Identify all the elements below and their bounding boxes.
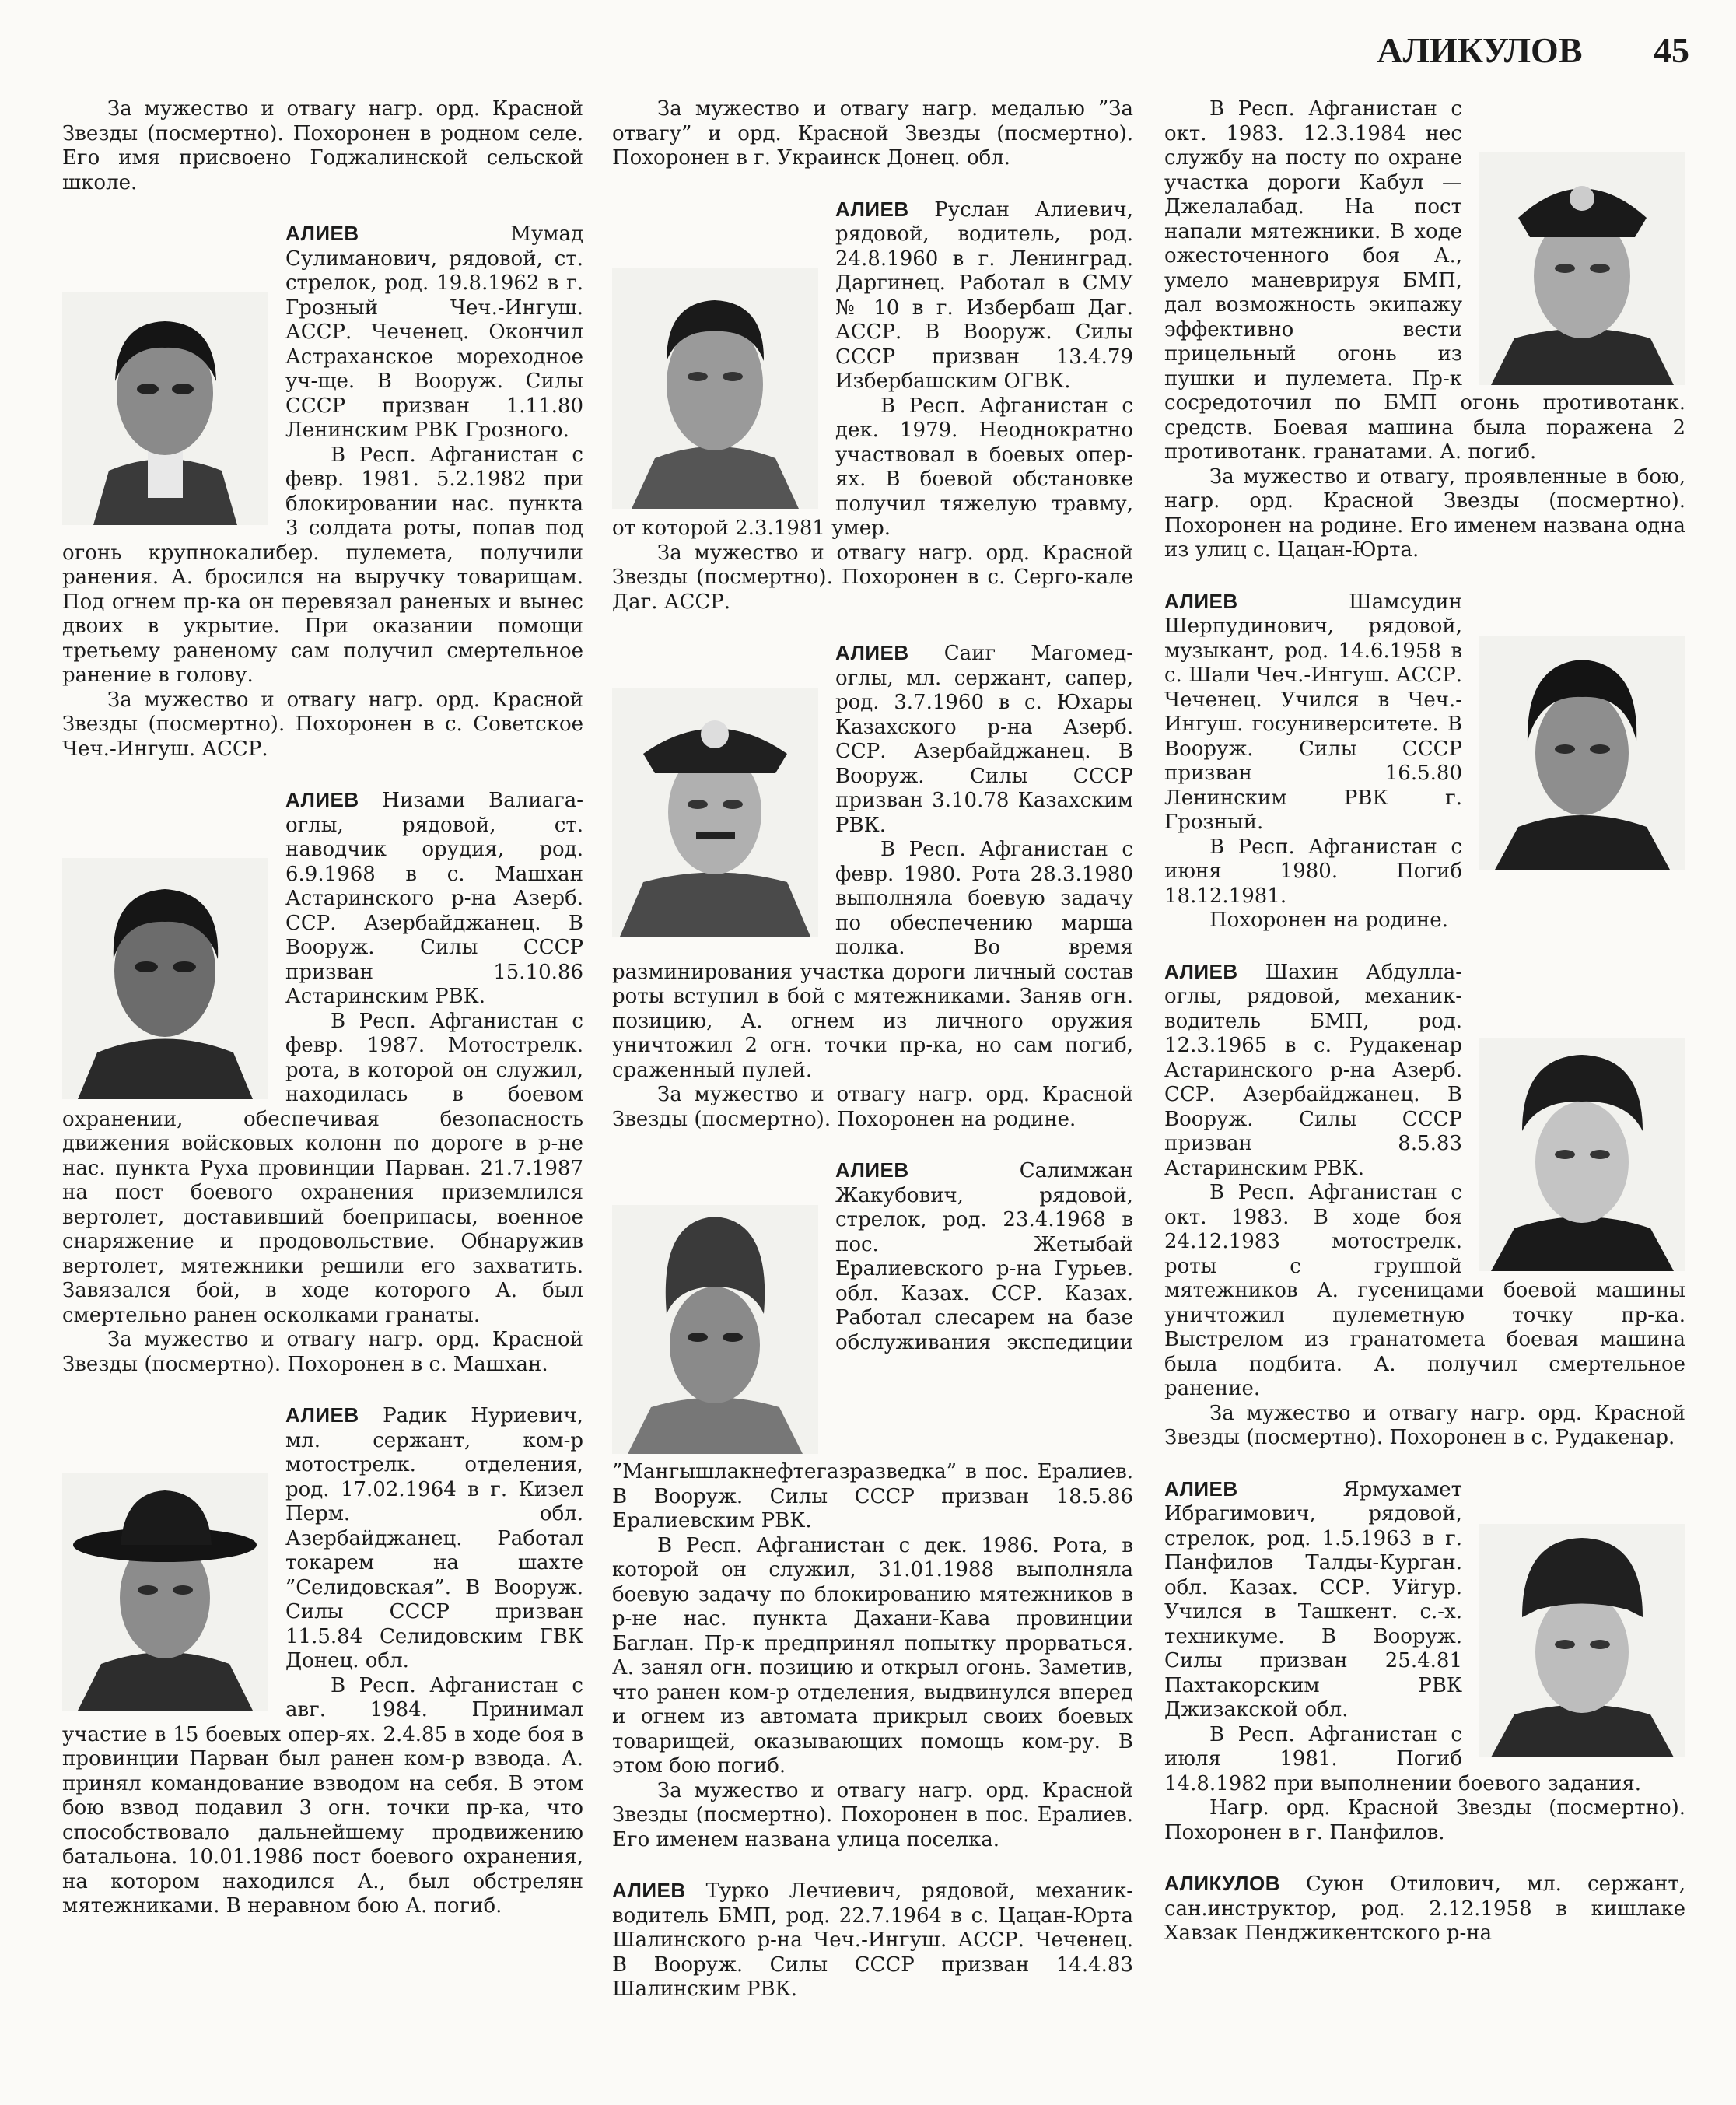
entry-service: В Респ. Афганистан с дек. 1979. Неоднократно участвовал в боевых опер-ях. В боевой обстановке получил тяжелую травму, от которой 2.3.1981 умер. (612, 394, 1133, 540)
entry-award: За мужество и отвагу нагр. орд. Красной Звезды (посмертно). Похоронен в с. Машхан. (62, 1328, 583, 1376)
entry-award: За мужество и отвагу нагр. орд. Красной Звезды (посмертно). Похоронен на родине. (612, 1083, 1133, 1131)
entry-name: АЛИЕВ (1164, 589, 1238, 613)
column-1 (62, 97, 583, 1919)
entry-aliev-shakhin (1164, 960, 1685, 1451)
continued-text: За мужество и отвагу нагр. медалью ”За отвагу” и орд. Красной Звезды (посмертно). Похоронен в г. Украинск Донец. обл. (612, 97, 1133, 170)
entry-bio: Радик Нуриевич, мл. сержант, ком-р мотострелк. отделения, род. 17.02.1964 в г. Кизел Перм. обл. Азербайджанец. Работал токарем на шахте ”Селидовская”. В Вооруж. Силы СССР призван 11.5.84 Селидовским ГВК Донец. обл. (285, 1404, 583, 1672)
portrait-photo (1479, 152, 1685, 385)
entry-name: АЛИЕВ (285, 1403, 359, 1427)
entry-name: АЛИЕВ (612, 1879, 686, 1902)
entry-service: В Респ. Афганистан с февр. 1981. 5.2.1982 при блокировании нас. пункта 3 солдата роты, попав под огонь крупнокалибер. пулемета, получили ранения. А. бросился на выручку товарищам. Под огнем пр-ка он перевязал раненых и вынес двоих в укрытие. При оказании помощи третьему раненому сам получил смертельное ранение в голову. (62, 443, 583, 687)
entry-aliev-shamsudin (1164, 590, 1685, 933)
entry-name: АЛИЕВ (835, 641, 909, 664)
continued-text: За мужество и отвагу нагр. орд. Красной Звезды (посмертно). Похоронен в родном селе. Его имя присвоено Годжалинской сельской школе. (62, 97, 583, 194)
portrait-photo (612, 1205, 818, 1454)
entry-award: Нагр. орд. Красной Звезды (посмертно). Похоронен в г. Панфилов. (1164, 1796, 1685, 1844)
entry-name: АЛИЕВ (285, 222, 359, 245)
portrait-photo (1479, 1038, 1685, 1271)
portrait-photo (612, 268, 818, 509)
page-number: 45 (1654, 30, 1689, 70)
entry-aliev-salimzhan (612, 1158, 1133, 1852)
entry-bio: Ярмухамет Ибрагимович, рядовой, стрелок, род. 1.5.1963 в г. Панфилов Талды-Курган. обл. Казах. ССР. Уйгур. Учился в Ташкент. с.-х. техникуме. В Вооруж. Силы призван 25.4.81 Пахтакорским РВК Джизакской обл. (1164, 1477, 1462, 1721)
entry-bio: Салимжан Жакубович, рядовой, стрелок, род. 23.4.1968 в пос. Жетыбай Ералиевского р-на Гурьев. обл. Казах. ССР. Казах. Работал слесарем на базе обслуживания экспедиции ”Мангышлакнефтегазразведка” в пос. Ералиев. В Вооруж. Силы СССР призван 18.5.86 Ералиевским РВК. (612, 1159, 1133, 1532)
continued-text: В Респ. Афганистан с окт. 1983. 12.3.1984 нес службу на посту по охране участка дороги Кабул — Джелалабад. На пост напали мятежники. В ходе ожесточенного боя А., умело маневрируя БМП, дал возможность экипажу эффективно вести прицельный огонь из пушки и пулемета. Пр-к сосредоточил по БМП огонь противотанк. средств. Боевая машина была поражена 2 противотанк. гранатами. А. погиб. (1164, 97, 1685, 464)
entry-name: АЛИЕВ (835, 1158, 909, 1182)
entry-name: АЛИЕВ (1164, 1476, 1238, 1501)
entry-name: АЛИКУЛОВ (1164, 1872, 1280, 1895)
entry-service: В Респ. Афганистан с июля 1981. Погиб 14.8.1982 при выполнении боевого задания. (1164, 1722, 1641, 1795)
entry-bio: Турко Лечиевич, рядовой, механик-водитель БМП, род. 22.7.1964 в с. Цацан-Юрта Шалинского р-на Чеч.-Ингуш. АССР. Чеченец. В Вооруж. Силы СССР призван 14.4.83 Шалинским РВК. (612, 1879, 1133, 2001)
portrait-photo (612, 688, 818, 937)
entry-bio: Низами Валиага-оглы, рядовой, ст. наводчик орудия, род. 6.9.1968 в с. Машхан Астаринского р-на Азерб. ССР. Азербайджанец. В Вооруж. Силы СССР призван 15.10.86 Астаринским РВК. (285, 789, 583, 1008)
entry-award: За мужество и отвагу нагр. орд. Красной Звезды (посмертно). Похоронен в с. Советское Чеч.-Ингуш. АССР. (62, 688, 583, 761)
entry-name: АЛИЕВ (1164, 959, 1238, 983)
entry-bio: Шахин Абдулла-оглы, рядовой, механик-водитель БМП, род. 12.3.1965 в с. Рудакенар Астаринского р-на Азерб. ССР. Азербайджанец. В Вооруж. Силы СССР призван 8.5.83 Астаринским РВК. (1164, 960, 1462, 1180)
entry-service: В Респ. Афганистан с окт. 1983. В ходе боя 24.12.1983 мотострелк. роты с группой мятежников А. гусеницами боевой машины уничтожил пулеметную точку пр-ка. Выстрелом из гранатомета боевая машина была подбита. А. получил смертельное ранение. (1164, 1181, 1685, 1400)
entry-bio: Мумад Сулиманович, рядовой, ст. стрелок, род. 19.8.1962 в г. Грозный Чеч.-Ингуш. АССР. Чеченец. Окончил Астраханское мореходное уч-ще. В Вооруж. Силы СССР призван 1.11.80 Ленинским РВК Грозного. (285, 222, 583, 442)
entry-aliev-saig (612, 641, 1133, 1132)
entry-bio: Суюн Отилович, мл. сержант, сан.инструктор, род. 2.12.1958 в кишлаке Хавзак Пенджикентского р-на (1164, 1872, 1685, 1945)
entry-aliev-turko (612, 1879, 1133, 2002)
entry-service: В Респ. Афганистан с дек. 1986. Рота, в которой он служил, 31.01.1988 выполняла боевую задачу по блокированию мятежников в р-не нас. пункта Дахани-Кава провинции Баглан. Пр-к предпринял попытку прорваться. А. занял огн. позицию и открыл огонь. Заметив, что ранен ком-р отделения, выдвинулся вперед и огнем из автомата прикрыл своих боевых товарищей, оказывающих помощь ком-ру. В этом бою погиб. (612, 1533, 1133, 1778)
entry-service: В Респ. Афганистан с февр. 1980. Рота 28.3.1980 выполняла боевую задачу по обеспечению марша полка. Во время разминирования участка дороги личный состав роты вступил в бой с мятежниками. Заняв огн. позицию, А. огнем из личного оружия уничтожил 2 огн. точки пр-ка, но сам погиб, сраженный пулей. (612, 838, 1133, 1082)
entry-service: В Респ. Афганистан с авг. 1984. Принимал участие в 15 боевых опер-ях. 2.4.85 в ходе боя в провинции Парван был ранен ком-р взвода. А. принял командование взводом на себя. В этом бою взвод подавил 3 огн. точки пр-ка, что способствовало дальнейшему продвижению батальона. 10.01.1986 пост боевого охранения, на котором находился А., был обстрелян мятежниками. В неравном бою А. погиб. (62, 1673, 583, 1918)
entry-aliev-radik (62, 1403, 583, 1919)
running-head: АЛИКУЛОВ (1377, 30, 1583, 70)
entry-name: АЛИЕВ (835, 197, 909, 221)
entry-service: В Респ. Афганистан с февр. 1987. Мотострелк. рота, в которой он служил, находилась в боевом охранении, обеспечивая безопасность движения войсковых колонн по дороге в р-не нас. пункта Руха провинции Парван. 21.7.1987 на пост боевого охранения приземлился вертолет, доставивший боеприпасы, военное снаряжение и продовольствие. Обнаружив вертолет, мятежники решили его захватить. Завязался бой, в ходе которого А. был смертельно ранен осколками гранаты. (62, 1009, 583, 1327)
portrait-photo (1479, 636, 1685, 870)
entry-award: За мужество и отвагу нагр. орд. Красной Звезды (посмертно). Похоронен в с. Серго-кале Даг. АССР. (612, 541, 1133, 614)
entry-alikulov-suyun (1164, 1872, 1685, 1946)
entry-award: За мужество и отвагу нагр. орд. Красной Звезды (посмертно). Похоронен в с. Рудакенар. (1164, 1401, 1685, 1449)
entry-aliev-yarmukhamet (1164, 1477, 1685, 1846)
continued-award: За мужество и отвагу, проявленные в бою, нагр. орд. Красной Звезды (посмертно). Похоронен на родине. Его именем названа одна из улиц с. Цацан-Юрта. (1164, 464, 1685, 562)
entry-aliev-mumad (62, 222, 583, 762)
column-3 (1164, 97, 1685, 1946)
entry-award: Похоронен на родине. (1209, 909, 1448, 932)
page-header (1223, 30, 1689, 71)
portrait-photo (62, 1473, 268, 1711)
entry-aliev-ruslan (612, 198, 1133, 615)
entry-bio: Саиг Магомед-оглы, мл. сержант, сапер, род. 3.7.1960 в с. Юхары Казахского р-на Азерб. ССР. Азербайджанец. В Вооруж. Силы СССР призван 3.10.78 Казахским РВК. (835, 642, 1133, 837)
portrait-photo (1479, 1524, 1685, 1757)
entry-name: АЛИЕВ (285, 788, 359, 811)
entry-bio: Руслан Алиевич, рядовой, водитель, род. 24.8.1960 в г. Ленинград. Даргинец. Работал в СМУ № 10 в г. Избербаш Даг. АССР. В Вооруж. Силы СССР призван 13.4.79 Избербашским ОГВК. (835, 198, 1133, 393)
column-2 (612, 97, 1133, 2002)
entry-bio: Шамсудин Шерпудинович, рядовой, музыкант, род. 14.6.1958 в с. Шали Чеч.-Ингуш. АССР. Чеченец. Учился в Чеч.-Ингуш. госуниверситете. В Вооруж. Силы СССР призван 16.5.80 Ленинским РВК г. Грозный. (1164, 590, 1462, 834)
entry-award: За мужество и отвагу нагр. орд. Красной Звезды (посмертно). Похоронен в пос. Ералиев. Его именем названа улица поселка. (612, 1778, 1133, 1851)
portrait-photo (62, 858, 268, 1099)
portrait-photo (62, 292, 268, 525)
entry-service: В Респ. Афганистан с июня 1980. Погиб 18.12.1981. (1164, 835, 1462, 908)
entry-aliev-nizami (62, 788, 583, 1377)
